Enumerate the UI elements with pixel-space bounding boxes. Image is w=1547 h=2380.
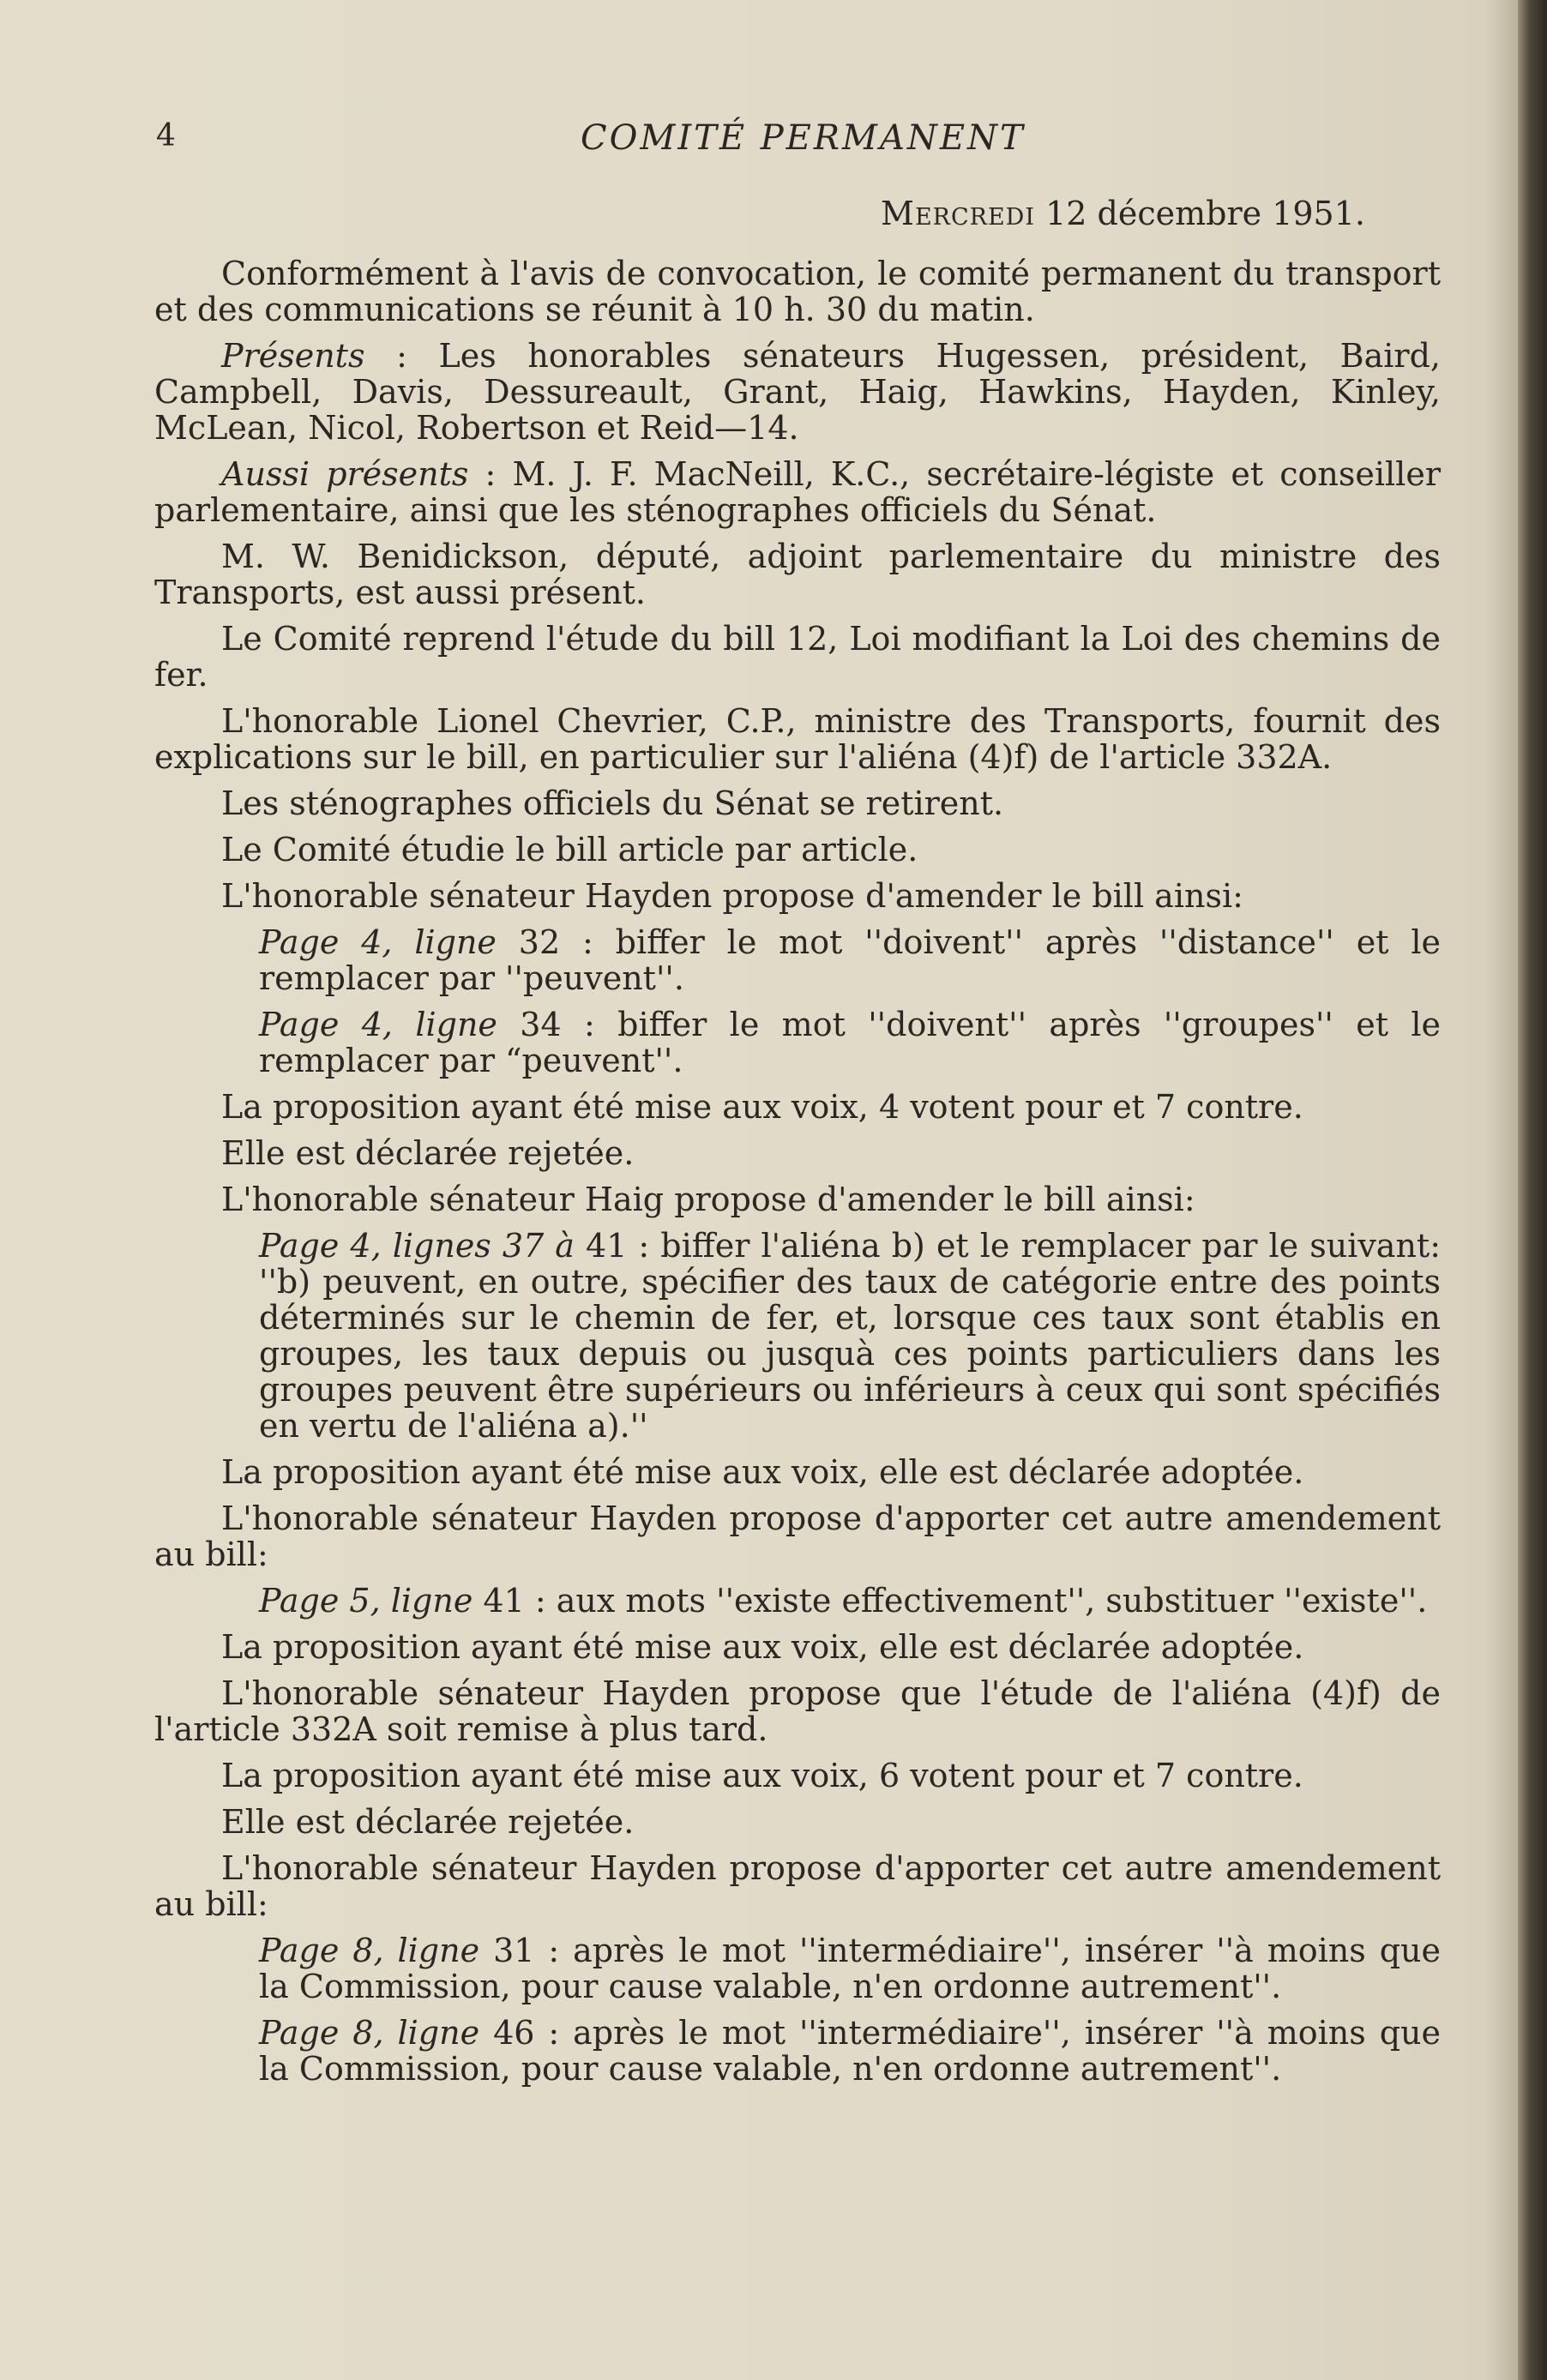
paragraph-rejetee-2: Elle est déclarée rejetée. (221, 1803, 635, 1841)
paragraph-bill-12: Le Comité reprend l'étude du bill 12, Loi modifiant la Loi des chemins de fer. (154, 620, 1441, 694)
paragraph-hayden-remise: L'honorable sénateur Hayden propose que l'étude de l'aliéna (4)f) de l'article 332A soit remise à plus tard. (154, 1674, 1441, 1748)
paragraph-vote-2: La proposition ayant été mise aux voix, 6 votent pour et 7 contre. (221, 1757, 1303, 1794)
amendment-page8-l31: Page 8, ligne 31 : après le mot ''intermédiaire'', insérer ''à moins que la Commission, pour cause valable, n'en ordonne autrement''. (259, 1932, 1442, 2005)
amendment-page4-l37-41: Page 4, lignes 37 à 41 : biffer l'aliéna b) et le remplacer par le suivant: ''b) peuvent, en outre, spécifier des taux de catégorie entre des points déterminés sur le chemin de fer, et, lorsque ces taux sont établis en groupes, les taux depuis ou jusquà ces points particuliers dans les groupes peuvent être supérieurs ou inférieurs à ceux qui sont spécifiés en vertu de l'aliéna a).'' (259, 1227, 1441, 1445)
paragraph-aussi-presents: Aussi présents : M. J. F. MacNeill, K.C., secrétaire-légiste et conseiller parlementaire, ainsi que les sténographes officiels du Sénat. (154, 455, 1441, 529)
paragraph-adoptee-1: La proposition ayant été mise aux voix, elle est déclarée adoptée. (221, 1453, 1304, 1491)
paragraph-chevrier: L'honorable Lionel Chevrier, C.P., ministre des Transports, fournit des explications sur le bill, en particulier sur l'aliéna (4)f) de l'article 332A. (154, 702, 1441, 776)
page-header (156, 118, 1442, 170)
paragraph-article: Le Comité étudie le bill article par article. (221, 831, 918, 868)
page-number: 4 (156, 118, 176, 153)
amendment-page4-l34: Page 4, ligne 34 : biffer le mot ''doivent'' après ''groupes'' et le remplacer par “peuvent''. (259, 1006, 1442, 1079)
page-edge-shadow (1518, 0, 1547, 2380)
document-body (154, 195, 1441, 2097)
amendment-page4-l32: Page 4, ligne 32 : biffer le mot ''doivent'' après ''distance'' et le remplacer par ''peuvent''. (259, 923, 1441, 997)
meeting-date (154, 195, 1441, 231)
paragraph-hayden-amendement-2: L'honorable sénateur Hayden propose d'apporter cet autre amendement au bill: (154, 1849, 1441, 1923)
paragraph-stenographes: Les sténographes officiels du Sénat se retirent. (221, 784, 1004, 822)
paragraph-haig-propose: L'honorable sénateur Haig propose d'amender le bill ainsi: (221, 1181, 1195, 1218)
paragraph-rejetee-1: Elle est déclarée rejetée. (221, 1134, 635, 1172)
paragraph-convocation: Conformément à l'avis de convocation, le comité permanent du transport et des communications se réunit à 10 h. 30 du matin. (154, 255, 1441, 328)
amendment-page8-l46: Page 8, ligne 46 : après le mot ''intermédiaire'', insérer ''à moins que la Commission, pour cause valable, n'en ordonne autrement''. (259, 2014, 1442, 2088)
paragraph-benidickson: M. W. Benidickson, député, adjoint parlementaire du ministre des Transports, est aussi présent. (154, 538, 1441, 611)
paragraph-hayden-propose: L'honorable sénateur Hayden propose d'amender le bill ainsi: (221, 877, 1243, 915)
date-weekday: Mercredi (881, 195, 1035, 232)
paragraph-hayden-amendement-1: L'honorable sénateur Hayden propose d'apporter cet autre amendement au bill: (154, 1500, 1441, 1573)
running-title: COMITÉ PERMANENT (581, 118, 1026, 158)
paragraph-presents: Présents : Les honorables sénateurs Hugessen, président, Baird, Campbell, Davis, Dessureault, Grant, Haig, Hawkins, Hayden, Kinley, McLean, Nicol, Robertson et Reid—14. (154, 337, 1441, 447)
paragraph-vote-1: La proposition ayant été mise aux voix, 4 votent pour et 7 contre. (221, 1088, 1303, 1126)
paragraph-adoptee-2: La proposition ayant été mise aux voix, elle est déclarée adoptée. (221, 1628, 1304, 1666)
date-rest: 12 décembre 1951. (1045, 195, 1365, 232)
amendment-page5-l41: Page 5, ligne 41 : aux mots ''existe effectivement'', substituer ''existe''. (259, 1582, 1428, 1620)
